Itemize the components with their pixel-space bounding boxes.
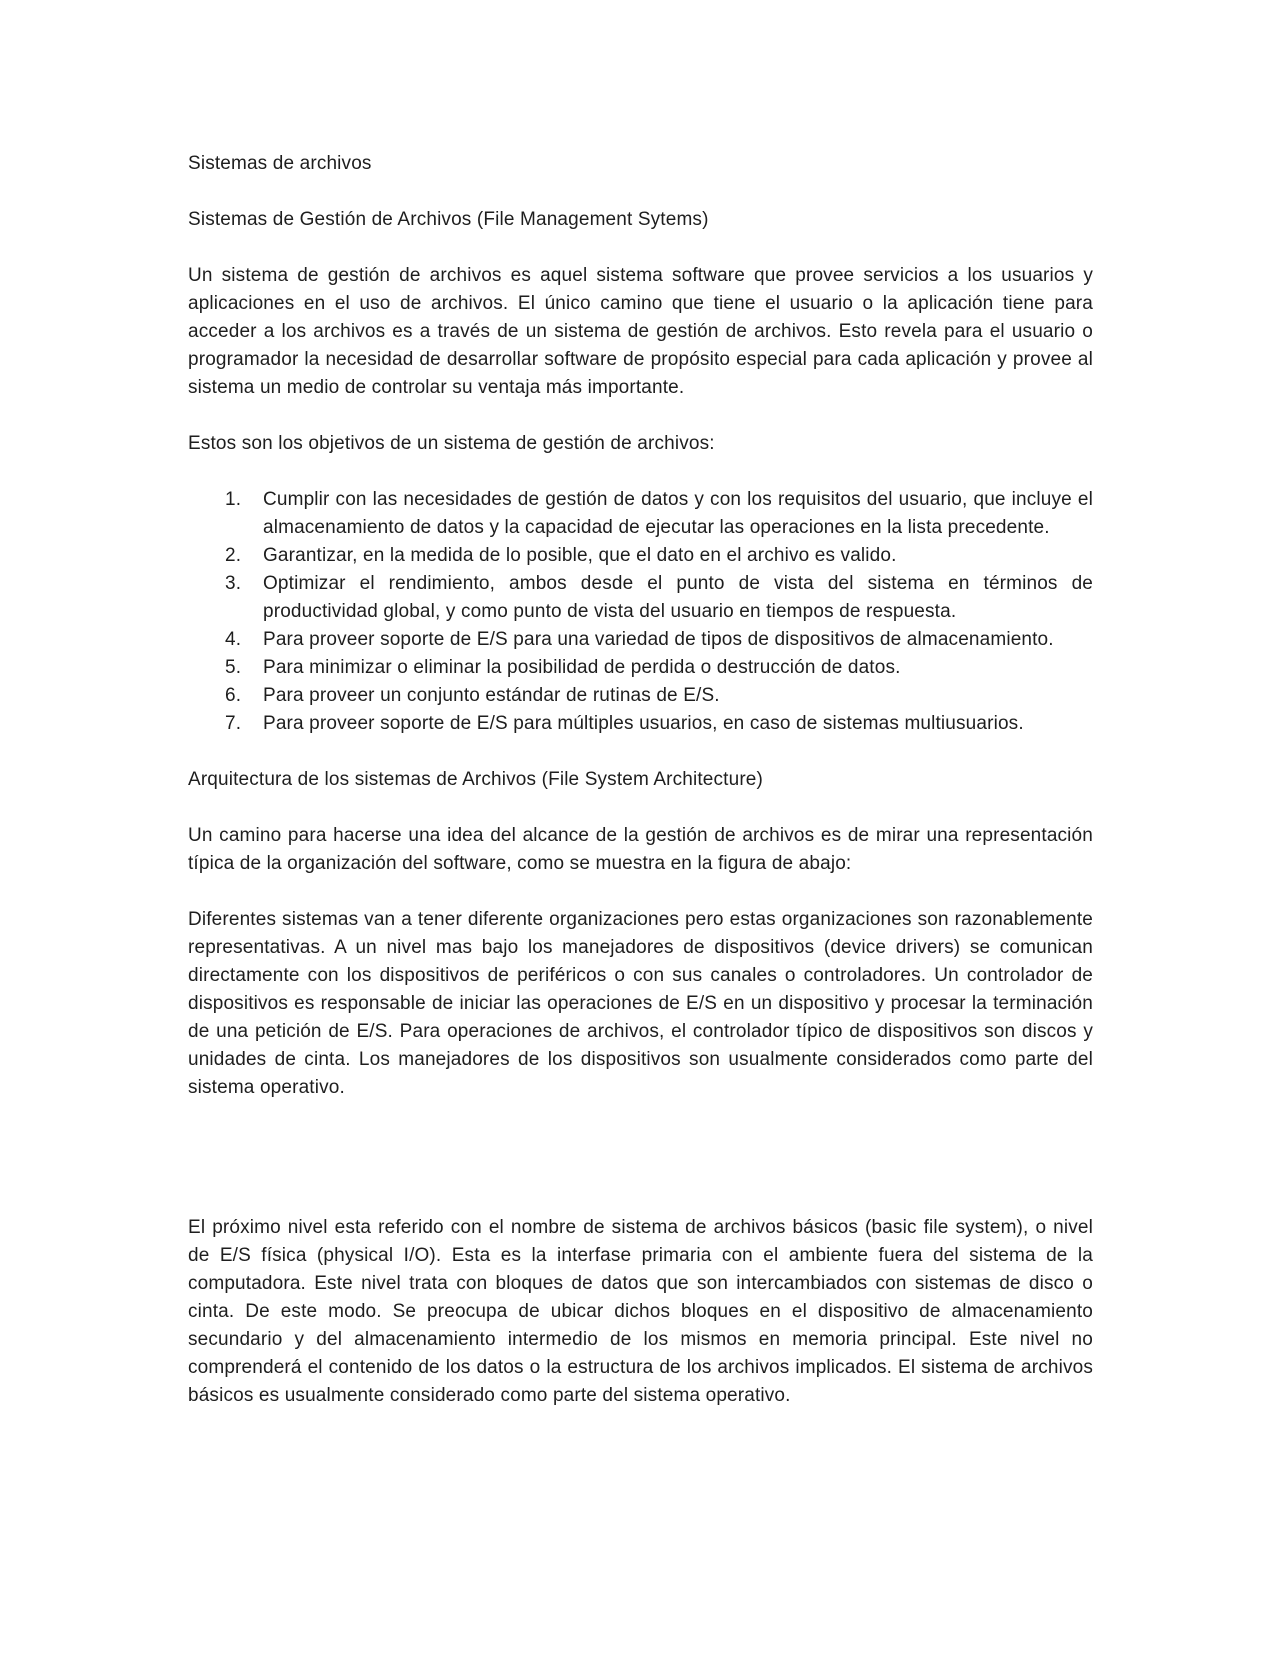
document-title: Sistemas de archivos xyxy=(188,153,372,174)
document-body xyxy=(188,150,1093,1438)
list-item-text: Optimizar el rendimiento, ambos desde el punto de vista del sistema en términos de productividad global, y como punto de vista del usuario en tiempos de respuesta. xyxy=(263,573,1093,622)
list-item-text: Cumplir con las necesidades de gestión de datos y con los requisitos del usuario, que incluye el almacenamiento de datos y la capacidad de ejecutar las operaciones en la lista precedente. xyxy=(263,489,1093,538)
list-item-text: Para minimizar o eliminar la posibilidad de perdida o destrucción de datos. xyxy=(263,657,901,678)
list-item xyxy=(188,542,1093,570)
list-item-number: 5. xyxy=(225,657,242,678)
list-item-number: 1. xyxy=(225,489,242,510)
list-item-number: 3. xyxy=(225,573,242,594)
list-item xyxy=(188,570,1093,626)
objectives-list xyxy=(188,486,1093,738)
architecture-paragraph: Un camino para hacerse una idea del alcance de la gestión de archivos es de mirar una representación típica de la organización del software, como se muestra en la figura de abajo: xyxy=(188,825,1093,874)
list-item-text: Para proveer soporte de E/S para múltiples usuarios, en caso de sistemas multiusuarios. xyxy=(263,713,1024,734)
intro-paragraph: Un sistema de gestión de archivos es aquel sistema software que provee servicios a los usuarios y aplicaciones en el uso de archivos. El único camino que tiene el usuario o la aplicación tiene para acceder a los archivos es a través de un sistema de gestión de archivos. Esto revela para el usuario o programador la necesidad de desarrollar software de propósito especial para cada aplicación y provee al sistema un medio de controlar su ventaja más importante. xyxy=(188,265,1093,398)
list-item xyxy=(188,626,1093,654)
section-heading-architecture: Arquitectura de los sistemas de Archivos (File System Architecture) xyxy=(188,769,763,790)
figure-gap xyxy=(188,1130,1093,1214)
list-item-text: Garantizar, en la medida de lo posible, que el dato en el archivo es valido. xyxy=(263,545,897,566)
list-item xyxy=(188,710,1093,738)
list-item-text: Para proveer soporte de E/S para una variedad de tipos de dispositivos de almacenamiento. xyxy=(263,629,1054,650)
list-item-text: Para proveer un conjunto estándar de rutinas de E/S. xyxy=(263,685,720,706)
list-item xyxy=(188,682,1093,710)
device-drivers-paragraph: Diferentes sistemas van a tener diferente organizaciones pero estas organizaciones son razonablemente representativas. A un nivel mas bajo los manejadores de dispositivos (device drivers) se comunican directamente con los dispositivos de periféricos o con sus canales o controladores. Un controlador de dispositivos es responsable de iniciar las operaciones de E/S en un dispositivo y procesar la terminación de una petición de E/S. Para operaciones de archivos, el controlador típico de dispositivos son discos y unidades de cinta. Los manejadores de los dispositivos son usualmente considerados como parte del sistema operativo. xyxy=(188,909,1093,1098)
list-item xyxy=(188,486,1093,542)
basic-file-system-paragraph: El próximo nivel esta referido con el nombre de sistema de archivos básicos (basic file system), o nivel de E/S física (physical I/O). Esta es la interfase primaria con el ambiente fuera del sistema de la computadora. Este nivel trata con bloques de datos que son intercambiados con sistemas de disco o cinta. De este modo. Se preocupa de ubicar dichos bloques en el dispositivo de almacenamiento secundario y del almacenamiento intermedio de los mismos en memoria principal. Este nivel no comprenderá el contenido de los datos o la estructura de los archivos implicados. El sistema de archivos básicos es usualmente considerado como parte del sistema operativo. xyxy=(188,1217,1093,1406)
objectives-intro: Estos son los objetivos de un sistema de gestión de archivos: xyxy=(188,433,715,454)
section-heading-file-management: Sistemas de Gestión de Archivos (File Management Sytems) xyxy=(188,209,709,230)
list-item-number: 4. xyxy=(225,629,242,650)
list-item-number: 7. xyxy=(225,713,242,734)
list-item-number: 6. xyxy=(225,685,242,706)
list-item xyxy=(188,654,1093,682)
list-item-number: 2. xyxy=(225,545,242,566)
